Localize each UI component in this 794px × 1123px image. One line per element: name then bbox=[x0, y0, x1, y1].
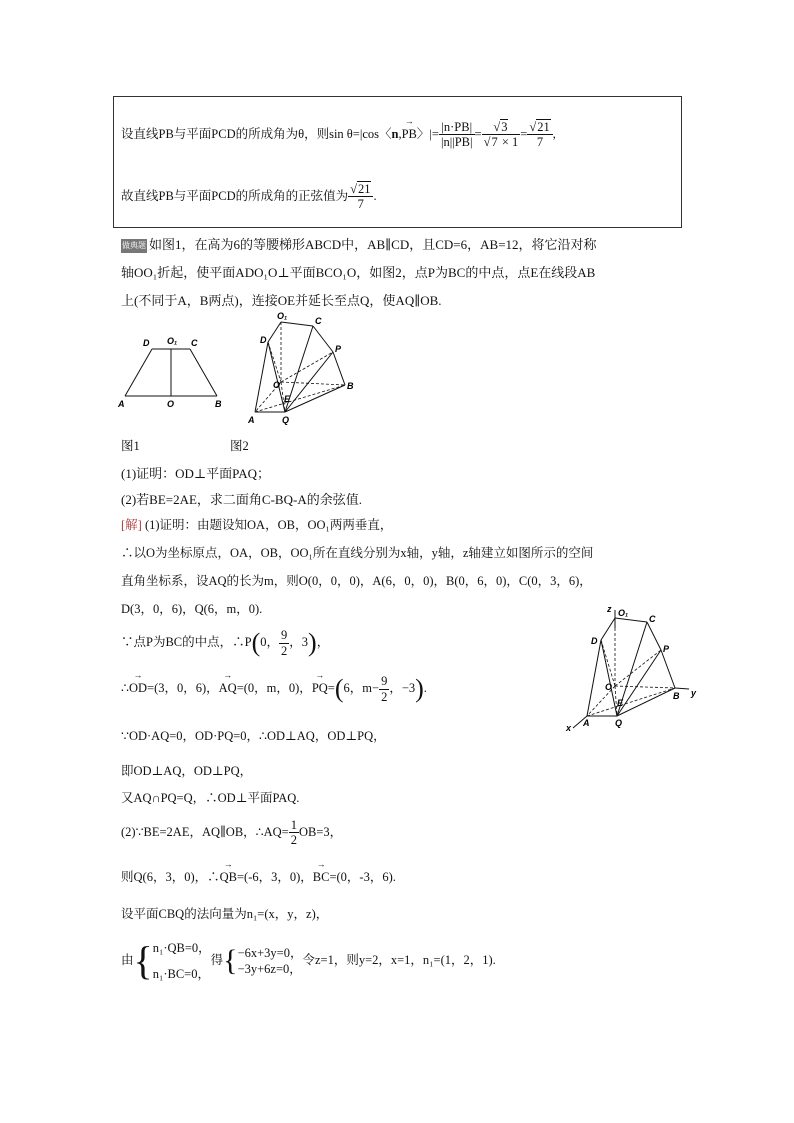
edge-QP bbox=[285, 352, 333, 412]
edge-DA bbox=[255, 342, 268, 412]
figure-2-folded-solid bbox=[243, 310, 358, 430]
edge-CP bbox=[313, 326, 333, 352]
label-Q: Q bbox=[282, 415, 290, 425]
figure-2-caption: 图2 bbox=[230, 439, 249, 453]
solution-line2: ∴以O为坐标原点，OA，OB，OO₁所在直线分别为x轴，y轴，z轴建立如图所示的空间 bbox=[121, 546, 594, 560]
solution-line12: 设平面CBQ的法向量为n₁=(x，y，z)， bbox=[121, 907, 329, 921]
figure-1-trapezoid bbox=[115, 332, 230, 412]
label-E: E bbox=[617, 698, 624, 708]
label-D: D bbox=[143, 338, 150, 348]
label-A: A bbox=[118, 399, 125, 409]
question-2: (2)若BE=2AE，求二面角C-BQ-A的余弦值. bbox=[121, 492, 362, 507]
edge-PB bbox=[661, 650, 675, 688]
figure-1-caption: 图1 bbox=[121, 439, 140, 453]
solution-line5: ∵点P为BC的中点，∴P(0， $\frac{9}{2}$ ，3)， bbox=[121, 628, 330, 658]
edge-OB bbox=[615, 686, 675, 688]
label-D: D bbox=[591, 636, 598, 646]
problem-line3: 上(不同于A，B两点)，连接OE并延长至点Q，使AQ∥OB. bbox=[121, 293, 442, 308]
label-O: O bbox=[167, 399, 175, 409]
edge-OP bbox=[281, 352, 333, 382]
edge-O1C bbox=[615, 618, 647, 622]
label-B: B bbox=[215, 399, 222, 409]
edge-CP bbox=[647, 622, 661, 650]
label-Q: Q bbox=[615, 718, 623, 728]
edge-DO bbox=[601, 640, 615, 686]
label-P: P bbox=[335, 344, 342, 354]
y-axis bbox=[675, 688, 689, 689]
edge-AB bbox=[255, 385, 345, 412]
question-1: (1)证明：OD⊥平面PAQ； bbox=[121, 466, 270, 481]
solution-line7: ∵OD·AQ=0，OD·PQ=0，∴OD⊥AQ，OD⊥PQ， bbox=[121, 729, 386, 743]
solution-line11: 则Q(6，3，0)，∴→ QB=(-6，3，0)，→ BC=(0，-3，6). bbox=[121, 867, 396, 885]
label-x: x bbox=[566, 723, 572, 733]
solution-tag: [解] bbox=[121, 518, 142, 532]
edge-AD bbox=[125, 349, 152, 396]
solution-line6: ∴→ OD=(3，0，6)，→ AQ=(0，m，0)，→ PQ=(6，m− $\frac{9}{2}$ ，−3). bbox=[121, 674, 427, 704]
label-O1: O₁ bbox=[167, 336, 178, 346]
edge-BC bbox=[190, 349, 217, 396]
edge-DO bbox=[268, 342, 281, 382]
edge-O1D bbox=[268, 322, 281, 342]
label-D: D bbox=[260, 335, 267, 345]
figure-3-coordinate-solid bbox=[565, 600, 700, 735]
problem-line2: 轴OO₁折起，使平面ADO₁O⊥平面BCO₁O，如图2，点P为BC的中点，点E在线段AB bbox=[121, 265, 596, 280]
edge-QB bbox=[285, 385, 345, 412]
solution-line10: (2)∵BE=2AE，AQ∥OB，∴AQ= $\frac{1}{2}$ OB=3， bbox=[121, 818, 343, 848]
solution-line9: 又AQ∩PQ=Q，∴OD⊥平面PAQ. bbox=[121, 791, 300, 805]
box-line2: 故直线PB与平面PCD的所成角的正弦值为 $\frac{√21}{7}$ . bbox=[121, 182, 377, 212]
problem-line1: 做典题 如图1，在高为6的等腰梯形ABCD中，AB∥CD，且CD=6，AB=12，将它沿对称 bbox=[122, 237, 597, 252]
solution-line1: [解] (1)证明：由题设知OA，OB，OO₁两两垂直， bbox=[121, 518, 393, 532]
label-O1: O₁ bbox=[277, 311, 288, 321]
edge-DQ bbox=[601, 640, 617, 716]
edge-O1D bbox=[601, 618, 615, 640]
label-E: E bbox=[284, 394, 291, 404]
edge-QB bbox=[617, 688, 675, 716]
edge-DQ bbox=[268, 342, 285, 412]
edge-QP bbox=[617, 650, 661, 716]
label-B: B bbox=[673, 691, 680, 701]
label-C: C bbox=[649, 614, 656, 624]
solution-line8: 即OD⊥AQ，OD⊥PQ， bbox=[121, 764, 253, 778]
solution-line3: 直角坐标系，设AQ的长为m，则O(0，0，0)，A(6，0，0)，B(0，6，0)，C(0，3，6)， bbox=[121, 574, 592, 588]
label-A: A bbox=[248, 415, 255, 425]
label-P: P bbox=[663, 644, 670, 654]
edge-O1C bbox=[281, 322, 313, 326]
edge-OB bbox=[281, 382, 345, 385]
label-B: B bbox=[347, 381, 354, 391]
label-y: y bbox=[691, 688, 697, 698]
box-line1: 设直线PB与平面PCD的所成角为θ，则sin θ=|cos〈n,→ PB〉|= $\frac{|n\cdot PB|}{|n||PB|}$ = $\frac{√3}{√7 \times 1}$ = $\frac{√21}{7}$ , bbox=[121, 120, 556, 150]
edge-OP bbox=[615, 650, 661, 686]
problem-tag: 做典题 bbox=[121, 239, 147, 253]
label-A: A bbox=[583, 718, 590, 728]
label-C: C bbox=[315, 316, 322, 326]
label-C: C bbox=[191, 338, 198, 348]
label-O: O bbox=[273, 380, 281, 390]
label-O: O bbox=[605, 682, 613, 692]
label-z: z bbox=[607, 604, 612, 614]
label-O1: O₁ bbox=[618, 608, 629, 618]
solution-line13: 由{ n₁·QB=0， n₁·BC=0， 得{ −6x+3y=0， −3y+6z=0， 令z=1，则y=2，x=1，n₁=(1，2，1). bbox=[121, 938, 496, 983]
edge-DA bbox=[587, 640, 601, 716]
edge-PB bbox=[333, 352, 345, 385]
solution-line4: D(3，0，6)，Q(6，m，0). bbox=[121, 602, 263, 616]
